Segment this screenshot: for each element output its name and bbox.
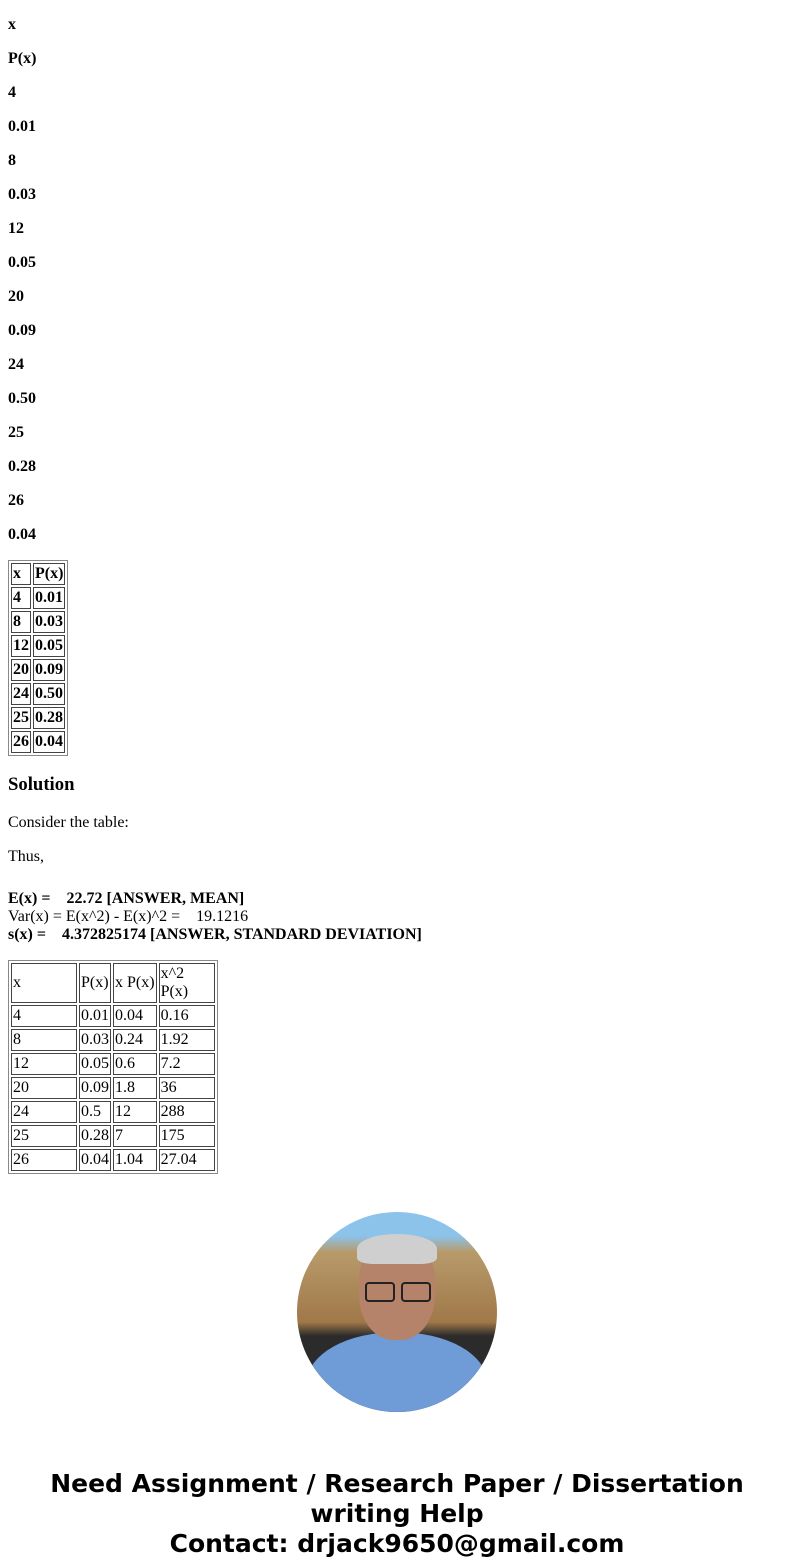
probability-table xyxy=(8,560,68,756)
table-row xyxy=(11,1005,215,1027)
table-cell: 0.05 xyxy=(33,635,65,657)
table-cell: 8 xyxy=(11,1029,77,1051)
list-value: 0.03 xyxy=(8,186,36,203)
table-row xyxy=(11,659,65,681)
table-cell: 4 xyxy=(11,1005,77,1027)
answers xyxy=(8,890,786,944)
table-cell: 25 xyxy=(11,707,31,729)
footer-help-text: Need Assignment / Research Paper / Dissertation writing Help xyxy=(50,1469,744,1528)
list-value: 24 xyxy=(8,356,24,373)
list-value: 0.01 xyxy=(8,118,36,135)
table-cell: x P(x) xyxy=(113,963,157,1003)
table-cell: 0.09 xyxy=(79,1077,111,1099)
list-value: 8 xyxy=(8,152,16,169)
table-cell: x xyxy=(11,963,77,1003)
table-cell: 12 xyxy=(113,1101,157,1123)
table-row xyxy=(11,1077,215,1099)
table-cell: 12 xyxy=(11,635,31,657)
table-row xyxy=(11,731,65,753)
table-cell: 24 xyxy=(11,1101,77,1123)
table-cell: 20 xyxy=(11,1077,77,1099)
list-value: x xyxy=(8,16,16,33)
table-row xyxy=(11,635,65,657)
table-cell: x^2 P(x) xyxy=(159,963,215,1003)
table-cell: 25 xyxy=(11,1125,77,1147)
table-cell: 0.28 xyxy=(79,1125,111,1147)
list-value: 0.50 xyxy=(8,390,36,407)
table-cell: 0.5 xyxy=(79,1101,111,1123)
table-cell: 26 xyxy=(11,731,31,753)
table-cell: 0.6 xyxy=(113,1053,157,1075)
table-cell: 0.04 xyxy=(33,731,65,753)
list-value: 0.04 xyxy=(8,526,36,543)
table-cell: P(x) xyxy=(79,963,111,1003)
table-cell: 0.03 xyxy=(33,611,65,633)
table-cell: 1.92 xyxy=(159,1029,215,1051)
table-cell: P(x) xyxy=(33,563,65,585)
value-list xyxy=(8,16,786,544)
table-row xyxy=(11,683,65,705)
table-cell: 7 xyxy=(113,1125,157,1147)
table-cell: 0.04 xyxy=(113,1005,157,1027)
author-photo xyxy=(297,1212,497,1412)
solution-heading: Solution xyxy=(8,774,75,795)
table-cell: 1.8 xyxy=(113,1077,157,1099)
table-cell: 288 xyxy=(159,1101,215,1123)
table-cell: 7.2 xyxy=(159,1053,215,1075)
list-value: P(x) xyxy=(8,50,37,67)
table-cell: 36 xyxy=(159,1077,215,1099)
table-header-row xyxy=(11,963,215,1003)
list-value: 25 xyxy=(8,424,24,441)
list-value: 0.05 xyxy=(8,254,36,271)
intro-text: Consider the table: xyxy=(8,814,129,831)
list-value: 12 xyxy=(8,220,24,237)
list-value: 26 xyxy=(8,492,24,509)
table-cell: 0.01 xyxy=(79,1005,111,1027)
footer-contact[interactable]: Contact: drjack9650@gmail.com xyxy=(169,1529,625,1558)
table-header-row xyxy=(11,563,65,585)
list-value: 0.28 xyxy=(8,458,36,475)
table-cell: 0.50 xyxy=(33,683,65,705)
table-row xyxy=(11,1101,215,1123)
table-cell: 27.04 xyxy=(159,1149,215,1171)
list-value: 20 xyxy=(8,288,24,305)
table-cell: 0.24 xyxy=(113,1029,157,1051)
list-value: 4 xyxy=(8,84,16,101)
table-cell: 8 xyxy=(11,611,31,633)
table-cell: 4 xyxy=(11,587,31,609)
mean-answer: E(x) = 22.72 [ANSWER, MEAN] xyxy=(8,890,245,907)
table-row xyxy=(11,1029,215,1051)
table-cell: 0.01 xyxy=(33,587,65,609)
table-cell: 0.16 xyxy=(159,1005,215,1027)
table-cell: 0.04 xyxy=(79,1149,111,1171)
table-cell: 0.28 xyxy=(33,707,65,729)
table-cell: x xyxy=(11,563,31,585)
table-cell: 0.05 xyxy=(79,1053,111,1075)
table-row xyxy=(11,1149,215,1171)
table-cell: 20 xyxy=(11,659,31,681)
table-cell: 26 xyxy=(11,1149,77,1171)
table-cell: 1.04 xyxy=(113,1149,157,1171)
list-value: 0.09 xyxy=(8,322,36,339)
table-cell: 0.09 xyxy=(33,659,65,681)
table-cell: 175 xyxy=(159,1125,215,1147)
sd-answer: s(x) = 4.372825174 [ANSWER, STANDARD DEVIATION] xyxy=(8,926,422,943)
table-cell: 0.03 xyxy=(79,1029,111,1051)
calculation-table xyxy=(8,960,218,1174)
variance-line: Var(x) = E(x^2) - E(x)^2 = 19.1216 xyxy=(8,908,249,925)
table-row xyxy=(11,1053,215,1075)
table-cell: 12 xyxy=(11,1053,77,1075)
table-row xyxy=(11,587,65,609)
table-row xyxy=(11,611,65,633)
table-row xyxy=(11,707,65,729)
table-cell: 24 xyxy=(11,683,31,705)
thus-text: Thus, xyxy=(8,848,44,865)
contact-footer xyxy=(8,1469,786,1559)
table-row xyxy=(11,1125,215,1147)
